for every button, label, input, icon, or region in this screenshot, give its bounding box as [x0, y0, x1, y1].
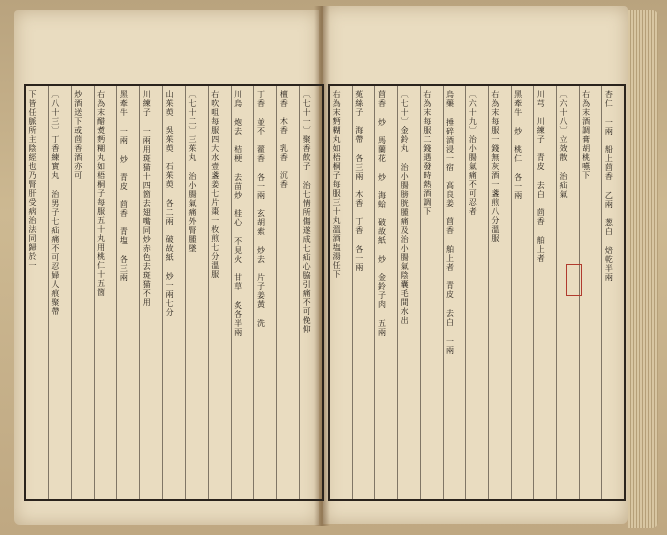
right-column-text: 右為末酒調膏胡桃嚥下 — [581, 90, 591, 180]
left-column-text: 川練子 一兩用斑猫十四箇去翅嘴同炒赤色去斑猫不用 — [142, 90, 152, 307]
left-column-text: 川烏 炮去 桔梗 去苗炒 桂心 不見火 甘草 炙各半兩 — [233, 90, 243, 337]
left-column — [26, 86, 48, 499]
right-column — [352, 86, 375, 499]
right-column — [579, 86, 602, 499]
right-column-text: 〔七十〕金鈴丸 治小腸膀胱腫痛及治小腸氣陰囊毛間水出 — [400, 90, 410, 325]
left-column — [116, 86, 139, 499]
left-column-text: 〔七十二〕三茱丸 治小腸氣痛外腎腫墜 — [187, 90, 197, 253]
right-column-text: 杏仁 一兩 船上茴香 乙兩 葱白 焙乾半兩 — [604, 90, 614, 282]
right-column — [443, 86, 466, 499]
right-column-text: 〔六十八〕立效散 治疝氣 — [558, 90, 568, 199]
right-column-text: 菟絲子 海帶 各三兩 木香 丁香 各一兩 — [354, 90, 364, 272]
left-column-text: 丁香 並不 藿香 各一兩 玄胡索 炒去 片子姜黃 洗 — [256, 90, 266, 328]
library-seal — [566, 264, 582, 296]
left-column-text: 右為末醋煑麪糊丸如梧桐子每服五十丸用桃仁十五箇 — [96, 90, 106, 297]
right-column — [533, 86, 556, 499]
left-column-text: 右吹咀每服四大水壹盞姜七片棗一枚煎七分溫服 — [210, 90, 220, 279]
left-column — [48, 86, 71, 499]
left-column-text: 下皆任脈所主陰經也乃腎肝受病治法同歸於一 — [28, 90, 38, 270]
right-column-text: 〔六十九〕治小腸氣痛不可忍者 — [468, 90, 478, 216]
page-edges — [628, 10, 658, 528]
left-column-text: 炒酒送下或茴香酒亦可 — [73, 90, 83, 180]
right-column-text: 烏藥 捶碎酒浸一宿 高良姜 茴香 舶上者 青皮 去白 一兩 — [445, 90, 455, 355]
left-column — [185, 86, 208, 499]
left-column — [231, 86, 254, 499]
left-column — [299, 86, 322, 499]
left-column — [208, 86, 231, 499]
left-column — [253, 86, 276, 499]
right-column-text: 右為末麪糊丸如梧桐子每服三十丸溫酒塩湯任下 — [332, 90, 342, 279]
right-column — [601, 86, 624, 499]
right-column — [488, 86, 511, 499]
right-column — [420, 86, 443, 499]
left-column — [276, 86, 299, 499]
left-text-frame — [24, 84, 324, 501]
left-column — [139, 86, 162, 499]
right-column — [465, 86, 488, 499]
left-column — [71, 86, 94, 499]
right-column-text: 黑牽牛 炒 桃仁 各一兩 — [513, 90, 523, 200]
right-column-text: 右為末每服一錢無灰酒一盞煎八分溫服 — [490, 90, 500, 243]
left-column-text: 〔七十一〕聚香飲子 治七情所傷遂成七疝心脇引痛不可俛仰 — [302, 90, 312, 334]
left-column-text: 檀香 木香 乳香 沉香 — [279, 90, 289, 189]
left-column-text: 黑牽牛 一兩 炒 青皮 茴香 青塩 各三兩 — [119, 90, 129, 282]
right-column-text: 右為末每服二錢遇發時熱酒調下 — [422, 90, 432, 216]
right-column-text: 茴香 炒 馬蘭花 炒 海蛤 破故紙 炒 金鈴子肉 五兩 — [377, 90, 387, 337]
left-column-text: 山茱萸 吳茱萸 石茱萸 各二兩 破故紙 炒一兩七分 — [165, 90, 175, 317]
left-column — [162, 86, 185, 499]
right-column — [511, 86, 534, 499]
left-column-text: 〔八十三〕丁香練實丸 治男子七疝痛不可忍婦人痕聚帶 — [50, 90, 60, 316]
right-column — [397, 86, 420, 499]
right-column — [330, 86, 352, 499]
right-column — [374, 86, 397, 499]
left-column — [94, 86, 117, 499]
left-columns — [26, 86, 322, 499]
right-column-text: 川芎 川練子 青皮 去白 茴香 舶上者 — [536, 90, 546, 263]
